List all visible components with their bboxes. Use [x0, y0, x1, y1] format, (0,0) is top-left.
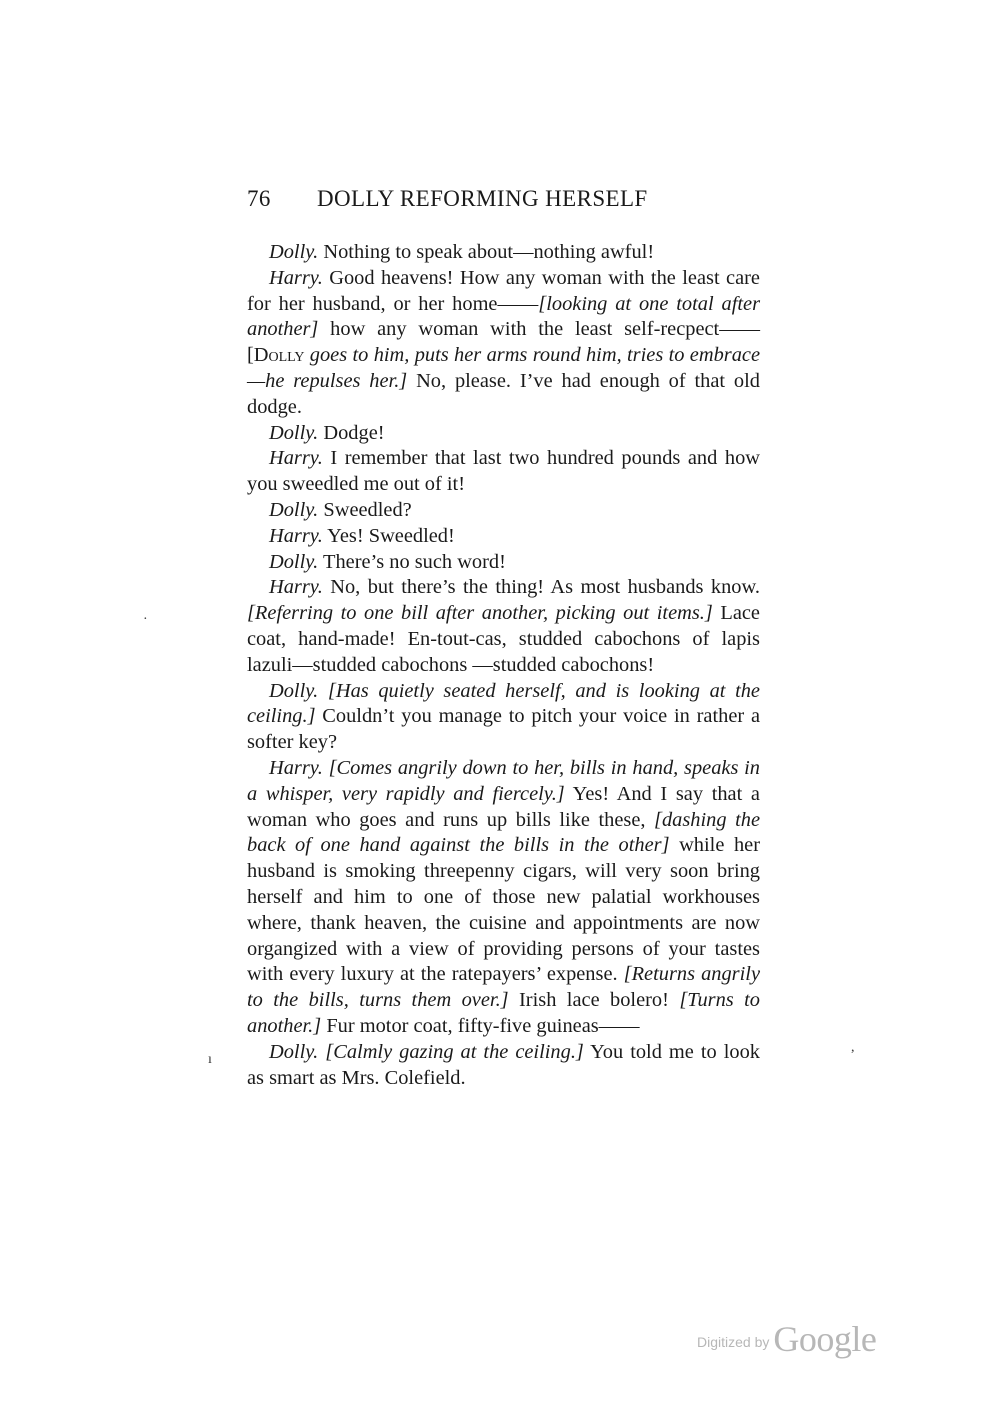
- dialogue-text: Nothing to speak about—nothing awful!: [318, 241, 655, 263]
- running-title: DOLLY REFORMING HERSELF: [317, 186, 648, 211]
- dialogue-text: Lace coat, hand-made! En-tout-cas, studded cabochons of lapis lazuli—studded cabochons —studded cabochons!: [247, 602, 760, 676]
- running-header: [247, 186, 757, 212]
- paragraph: [247, 266, 760, 421]
- dialogue-text: No, please. I’ve had enough of that old dodge.: [247, 369, 760, 418]
- dialogue-text: Couldn’t you manage to pitch your voice in rather a softer key?: [247, 705, 760, 754]
- stage-direction: [Comes angrily down to her, bills in hand, speaks in a whisper, very rapidly and fiercely.]: [247, 756, 761, 805]
- speaker-name: Dolly.: [269, 550, 319, 573]
- scan-speck: ı: [208, 1052, 212, 1067]
- speaker-name: Harry.: [269, 576, 323, 599]
- speaker-name: Harry.: [269, 266, 323, 289]
- stage-direction: [Returns angrily to the bills, turns them over.]: [247, 963, 760, 1012]
- dialogue-text: Fur motor coat, fifty-five guineas——: [321, 1014, 640, 1037]
- dialogue-text: No, but there’s the thing! As most husbands know.: [322, 576, 760, 599]
- stage-direction: [Turns to another.]: [247, 989, 760, 1037]
- stage-direction: [Referring to one bill after another, picking out items.]: [247, 602, 713, 625]
- paragraph: [247, 498, 760, 524]
- dialogue-text: There’s no such word!: [318, 550, 506, 573]
- stage-direction: [Has quietly seated herself, and is looking at the ceiling.]: [247, 679, 760, 728]
- dialogue-text: Dodge!: [318, 421, 385, 444]
- paragraph: [247, 524, 760, 550]
- paragraph: [247, 1040, 760, 1092]
- digitized-by-google-watermark: [697, 1318, 876, 1360]
- dialogue-text: I remember that last two hundred pounds and how you sweedled me out of it!: [247, 447, 760, 496]
- paragraph: [247, 240, 760, 266]
- stage-direction: [looking at one total after another]: [247, 292, 761, 341]
- stage-direction: goes to him, puts her arms round him, tries to embrace—he repulses her.]: [247, 344, 760, 392]
- character-name-smallcaps: Dolly: [253, 344, 305, 367]
- paragraph: [247, 446, 760, 498]
- google-logo: Google: [773, 1319, 877, 1359]
- stage-direction: [dashing the back of one hand against the bills in the other]: [247, 808, 760, 857]
- dialogue-text: how any woman with the least self-recpect——[: [247, 318, 760, 367]
- paragraph: [247, 421, 760, 447]
- speaker-name: Dolly.: [269, 421, 319, 444]
- dialogue-text: Sweedled?: [318, 498, 412, 521]
- stage-direction: [Calmly gazing at the ceiling.]: [325, 1040, 584, 1063]
- paragraph: [247, 756, 760, 1040]
- speaker-name: Harry.: [269, 447, 323, 470]
- paragraph: [247, 550, 760, 576]
- speaker-name: Dolly.: [269, 241, 319, 263]
- scan-speck: ,: [851, 1040, 855, 1055]
- paragraph: [247, 575, 760, 678]
- dialogue-text: Yes! And I say that a woman who goes and runs up bills like these,: [247, 782, 760, 831]
- page-body: [247, 240, 760, 1091]
- speaker-name: Dolly.: [269, 498, 319, 521]
- watermark-prefix: Digitized by: [697, 1334, 770, 1350]
- page-number: 76: [247, 186, 271, 211]
- dialogue-text: Irish lace bolero!: [508, 989, 680, 1012]
- speaker-name: Dolly.: [269, 679, 319, 702]
- dialogue-text: Good heavens! How any woman with the least care for her husband, or her home——: [247, 266, 760, 315]
- speaker-name: Harry.: [269, 756, 323, 779]
- scan-speck: ·: [143, 612, 148, 627]
- speaker-name: Dolly.: [269, 1040, 319, 1063]
- dialogue-text: while her husband is smoking threepenny cigars, will very soon bring herself and him to one of those new palatial workhouses where, thank heaven, the cuisine and appointments are now organgized with a view of providing persons of your tastes with every luxury at the ratepayers’ expense.: [247, 834, 760, 986]
- dialogue-text: Yes! Sweedled!: [322, 524, 455, 547]
- speaker-name: Harry.: [269, 524, 323, 547]
- paragraph: [247, 679, 760, 756]
- dialogue-text: You told me to look as smart as Mrs. Colefield.: [247, 1040, 760, 1089]
- dialogue-text: [318, 680, 328, 702]
